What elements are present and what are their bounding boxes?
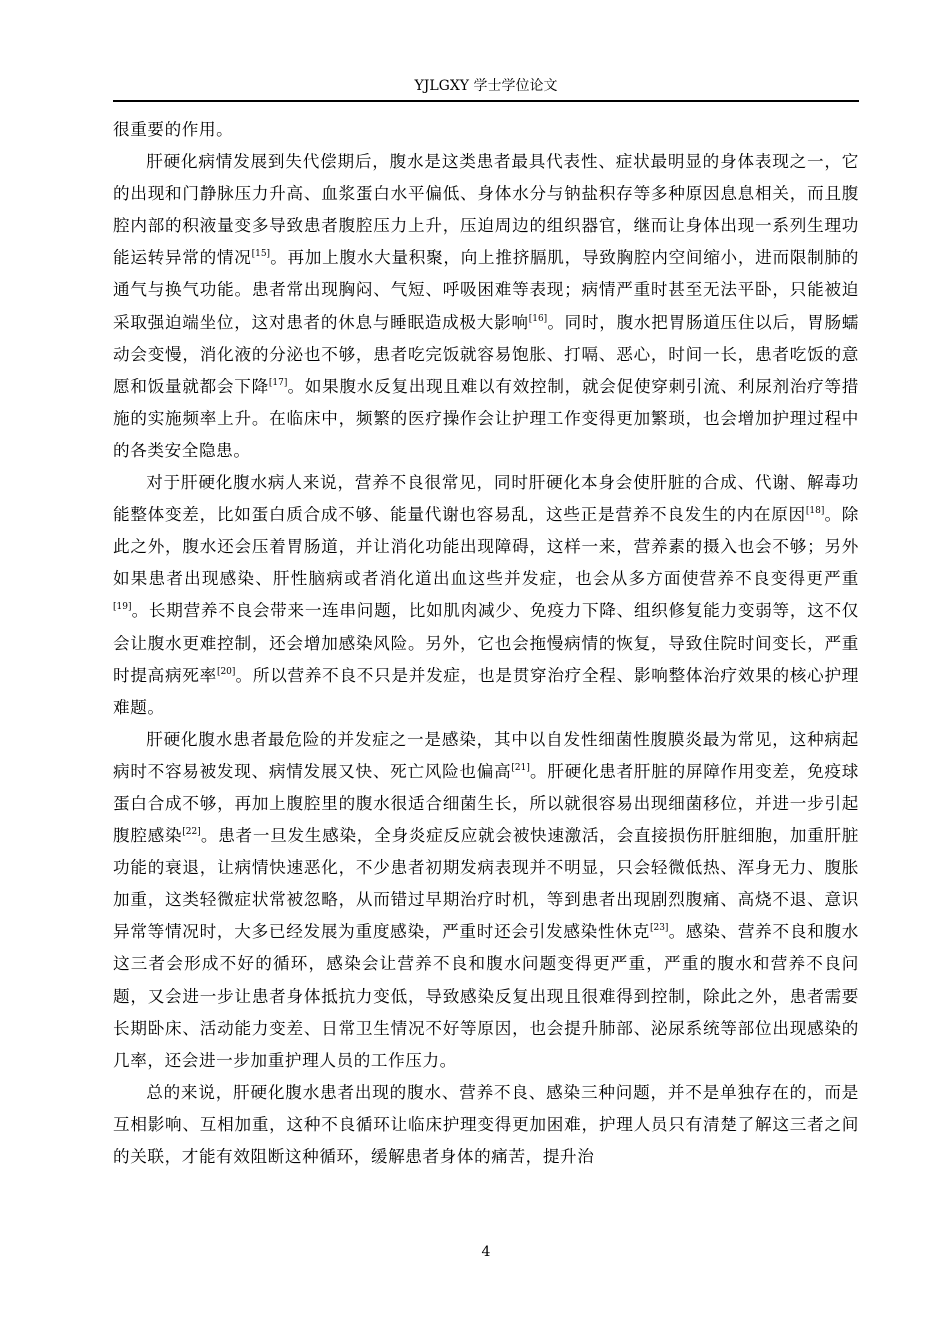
- paragraph-text: 。如果腹水反复出现且难以有效控制，就会促使穿刺引流、利尿剂治疗等措施的实施频率上升。在临床中，频繁的医疗操作会让护理工作变得更加繁琐，也会增加护理过程中的各类安全隐患。: [113, 376, 859, 460]
- citation-ref: [20]: [216, 666, 236, 677]
- citation-ref: [18]: [805, 506, 825, 517]
- citation-ref: [22]: [182, 827, 201, 838]
- paragraph-text: 对于肝硬化腹水病人来说，营养不良很常见，同时肝硬化本身会使肝脏的合成、代谢、解毒功能整体变差，比如蛋白质合成不够、能量代谢也容易乱，这些正是营养不良发生的内在原因: [113, 473, 859, 525]
- citation-ref: [19]: [113, 602, 132, 613]
- paragraph-text: 。感染、营养不良和腹水这三者会形成不好的循环，感染会让营养不良和腹水问题变得更严重，严重的腹水和营养不良问题，又会进一步让患者身体抵抗力变低，导致感染反复出现且很难得到控制，除此之外，患者需要长期卧床、活动能力变差、日常卫生情况不好等原因，也会提升肺部、泌尿系统等部位出现感染的几率，还会进一步加重护理人员的工作压力。: [113, 922, 859, 1070]
- paragraph-text: 肝硬化病情发展到失代偿期后，腹水是这类患者最具代表性、症状最明显的身体表现之一，它的出现和门静脉压力升高、血浆蛋白水平偏低、身体水分与钠盐积存等多种原因息息相关，而且腹腔内部的积液量变多导致患者腹腔压力上升，压迫周边的组织器官，继而让身体出现一系列生理功能运转异常的情况: [113, 152, 859, 268]
- paragraph-text: 。所以营养不良不只是并发症，也是贯穿治疗全程、影响整体治疗效果的核心护理难题。: [113, 665, 859, 717]
- paragraph: [113, 1077, 859, 1173]
- paragraph-text: 。患者一旦发生感染，全身炎症反应就会被快速激活，会直接损伤肝脏细胞，加重肝脏功能的衰退，让病情快速恶化，不少患者初期发病表现并不明显，只会轻微低热、浑身无力、腹胀加重，这类轻微症状常被忽略，从而错过早期治疗时机，等到患者出现剧烈腹痛、高烧不退、意识异常等情况时，大多已经发展为重度感染，严重时还会引发感染性休克: [113, 826, 859, 942]
- citation-ref: [16]: [528, 313, 548, 324]
- paragraph: [113, 114, 859, 146]
- paragraph-text: 。长期营养不良会带来一连串问题，比如肌肉减少、免疫力下降、组织修复能力变弱等，这不仅会让腹水更难控制，还会增加感染风险。另外，它也会拖慢病情的恢复，导致住院时间变长，严重时提高病死率: [113, 601, 859, 685]
- citation-ref: [21]: [511, 762, 530, 773]
- citation-ref: [17]: [268, 377, 288, 388]
- paragraph-text: 。除此之外，腹水还会压着胃肠道，并让消化功能出现障碍，这样一来，营养素的摄入也会不够；另外如果患者出现感染、肝性脑病或者消化道出血这些并发症，也会从多方面使营养不良变得更严重: [113, 505, 860, 589]
- paragraph-text: 。再加上腹水大量积聚，向上推挤膈肌，导致胸腔内空间缩小，进而限制肺的通气与换气功能。患者常出现胸闷、气短、呼吸困难等表现；病情严重时甚至无法平卧，只能被迫采取强迫端坐位，这对患者的休息与睡眠造成极大影响: [113, 248, 859, 332]
- paragraph-text: 总的来说，肝硬化腹水患者出现的腹水、营养不良、感染三种问题，并不是单独存在的，而是互相影响、互相加重，这种不良循环让临床护理变得更加困难，护理人员只有清楚了解这三者之间的关联，才能有效阻断这种循环，缓解患者身体的痛苦，提升治: [113, 1082, 859, 1166]
- body-text: [113, 114, 859, 1173]
- page-header: YJLGXY 学士学位论文: [414, 78, 558, 94]
- paragraph-text: 。同时，腹水把胃肠道压住以后，胃肠蠕动会变慢，消化液的分泌也不够，患者吃完饭就容易饱胀、打嗝、恶心，时间一长，患者吃饭的意愿和饭量就都会下降: [113, 312, 859, 396]
- header-rule: [113, 100, 859, 102]
- paragraph: [113, 146, 859, 467]
- citation-ref: [15]: [251, 249, 271, 260]
- citation-ref: [23]: [649, 923, 669, 934]
- page-number: 4: [481, 1244, 491, 1260]
- paragraph-text: 很重要的作用。: [113, 120, 234, 139]
- paragraph: [113, 467, 859, 724]
- paragraph: [113, 724, 859, 1077]
- paragraph-text: 。肝硬化患者肝脏的屏障作用变差，免疫球蛋白合成不够，再加上腹腔里的腹水很适合细菌生长，所以就很容易出现细菌移位，并进一步引起腹腔感染: [113, 761, 859, 846]
- paragraph-text: 肝硬化腹水患者最危险的并发症之一是感染，其中以自发性细菌性腹膜炎最为常见，这种病起病时不容易被发现、病情发展又快、死亡风险也偏高: [113, 729, 859, 781]
